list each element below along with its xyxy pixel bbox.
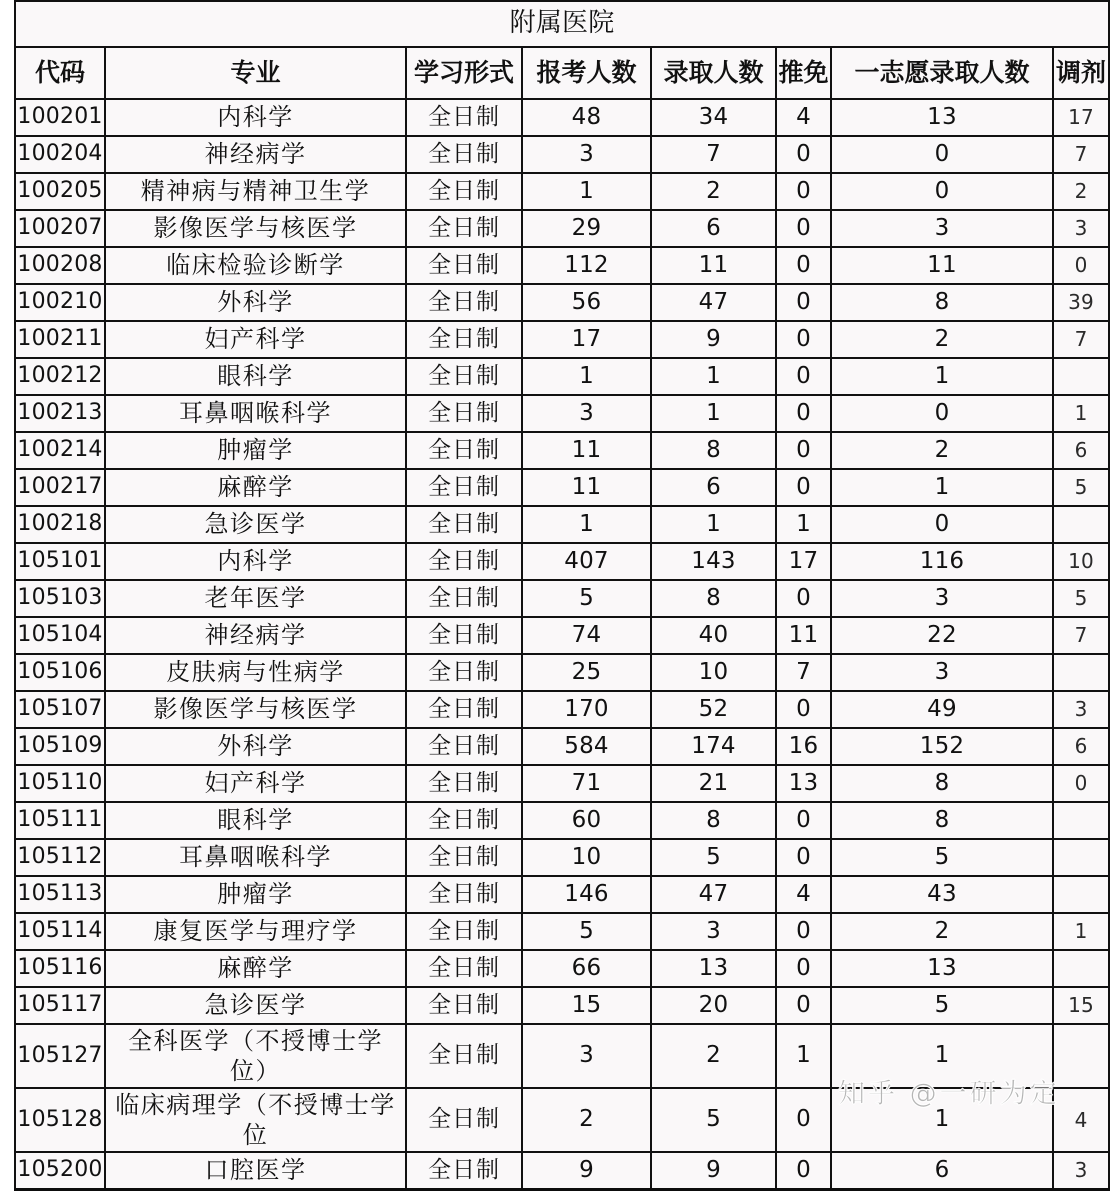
cell-code: 105116 <box>15 950 105 987</box>
cell-admitted: 40 <box>651 617 776 654</box>
cell-applicants: 66 <box>522 950 651 987</box>
cell-study-form: 全日制 <box>406 1024 522 1088</box>
table-row <box>15 728 1109 765</box>
cell-first-choice: 0 <box>831 506 1053 543</box>
cell-recommended: 0 <box>776 321 831 358</box>
cell-first-choice: 2 <box>831 432 1053 469</box>
table-row <box>15 432 1109 469</box>
cell-recommended: 0 <box>776 136 831 173</box>
table-row <box>15 876 1109 913</box>
cell-applicants: 1 <box>522 506 651 543</box>
cell-code: 105128 <box>15 1088 105 1152</box>
cell-adjusted <box>1053 358 1109 395</box>
cell-major: 神经病学 <box>105 136 406 173</box>
table-row <box>15 358 1109 395</box>
cell-study-form: 全日制 <box>406 987 522 1024</box>
cell-major: 急诊医学 <box>105 987 406 1024</box>
cell-code: 100204 <box>15 136 105 173</box>
cell-adjusted: 2 <box>1053 173 1109 210</box>
table-row <box>15 913 1109 950</box>
admissions-table <box>14 0 1110 1191</box>
cell-adjusted: 3 <box>1053 1152 1109 1190</box>
cell-applicants: 17 <box>522 321 651 358</box>
cell-admitted: 47 <box>651 284 776 321</box>
cell-study-form: 全日制 <box>406 99 522 136</box>
cell-recommended: 0 <box>776 913 831 950</box>
cell-admitted: 1 <box>651 395 776 432</box>
column-header-adjusted: 调剂 <box>1053 47 1109 99</box>
cell-code: 105109 <box>15 728 105 765</box>
cell-study-form: 全日制 <box>406 728 522 765</box>
cell-applicants: 407 <box>522 543 651 580</box>
cell-admitted: 21 <box>651 765 776 802</box>
cell-admitted: 6 <box>651 210 776 247</box>
cell-major: 临床病理学（不授博士学位 <box>105 1088 406 1152</box>
cell-recommended: 13 <box>776 765 831 802</box>
cell-major: 肿瘤学 <box>105 432 406 469</box>
cell-adjusted <box>1053 802 1109 839</box>
cell-recommended: 0 <box>776 284 831 321</box>
cell-first-choice: 0 <box>831 173 1053 210</box>
cell-adjusted <box>1053 876 1109 913</box>
cell-applicants: 60 <box>522 802 651 839</box>
column-header-recommended: 推免 <box>776 47 831 99</box>
cell-applicants: 15 <box>522 987 651 1024</box>
cell-admitted: 5 <box>651 839 776 876</box>
cell-recommended: 4 <box>776 876 831 913</box>
cell-applicants: 25 <box>522 654 651 691</box>
cell-study-form: 全日制 <box>406 173 522 210</box>
cell-study-form: 全日制 <box>406 543 522 580</box>
cell-first-choice: 152 <box>831 728 1053 765</box>
cell-first-choice: 11 <box>831 247 1053 284</box>
cell-major: 眼科学 <box>105 358 406 395</box>
cell-code: 100207 <box>15 210 105 247</box>
cell-recommended: 0 <box>776 210 831 247</box>
cell-adjusted: 0 <box>1053 247 1109 284</box>
cell-major: 耳鼻咽喉科学 <box>105 395 406 432</box>
cell-recommended: 0 <box>776 839 831 876</box>
cell-recommended: 0 <box>776 469 831 506</box>
cell-code: 105101 <box>15 543 105 580</box>
cell-first-choice: 8 <box>831 765 1053 802</box>
cell-recommended: 0 <box>776 580 831 617</box>
cell-adjusted <box>1053 950 1109 987</box>
table-row <box>15 765 1109 802</box>
cell-study-form: 全日制 <box>406 617 522 654</box>
cell-recommended: 4 <box>776 99 831 136</box>
cell-code: 100218 <box>15 506 105 543</box>
cell-adjusted: 5 <box>1053 469 1109 506</box>
title-row <box>15 1 1109 47</box>
cell-adjusted: 0 <box>1053 765 1109 802</box>
cell-first-choice: 0 <box>831 395 1053 432</box>
cell-study-form: 全日制 <box>406 284 522 321</box>
cell-applicants: 3 <box>522 395 651 432</box>
table-body <box>15 1 1109 1190</box>
cell-admitted: 1 <box>651 506 776 543</box>
cell-code: 105112 <box>15 839 105 876</box>
cell-recommended: 16 <box>776 728 831 765</box>
cell-applicants: 112 <box>522 247 651 284</box>
cell-applicants: 11 <box>522 432 651 469</box>
cell-admitted: 174 <box>651 728 776 765</box>
cell-study-form: 全日制 <box>406 358 522 395</box>
cell-admitted: 5 <box>651 1088 776 1152</box>
cell-major: 妇产科学 <box>105 765 406 802</box>
cell-study-form: 全日制 <box>406 506 522 543</box>
cell-admitted: 9 <box>651 321 776 358</box>
cell-admitted: 2 <box>651 1024 776 1088</box>
cell-study-form: 全日制 <box>406 839 522 876</box>
cell-adjusted: 4 <box>1053 1088 1109 1152</box>
cell-adjusted: 7 <box>1053 321 1109 358</box>
cell-major: 外科学 <box>105 728 406 765</box>
cell-admitted: 20 <box>651 987 776 1024</box>
table-row <box>15 580 1109 617</box>
cell-first-choice: 22 <box>831 617 1053 654</box>
cell-adjusted: 1 <box>1053 395 1109 432</box>
cell-adjusted <box>1053 839 1109 876</box>
cell-first-choice: 3 <box>831 210 1053 247</box>
cell-applicants: 11 <box>522 469 651 506</box>
cell-first-choice: 13 <box>831 99 1053 136</box>
table-row <box>15 691 1109 728</box>
cell-adjusted: 5 <box>1053 580 1109 617</box>
cell-adjusted: 3 <box>1053 691 1109 728</box>
cell-study-form: 全日制 <box>406 432 522 469</box>
cell-code: 100214 <box>15 432 105 469</box>
cell-applicants: 5 <box>522 913 651 950</box>
cell-code: 100217 <box>15 469 105 506</box>
cell-applicants: 9 <box>522 1152 651 1190</box>
cell-recommended: 0 <box>776 173 831 210</box>
table-row <box>15 802 1109 839</box>
cell-admitted: 8 <box>651 802 776 839</box>
cell-first-choice: 0 <box>831 136 1053 173</box>
cell-admitted: 9 <box>651 1152 776 1190</box>
cell-first-choice: 3 <box>831 580 1053 617</box>
table-row <box>15 321 1109 358</box>
cell-study-form: 全日制 <box>406 1152 522 1190</box>
cell-code: 105107 <box>15 691 105 728</box>
cell-code: 100213 <box>15 395 105 432</box>
cell-adjusted <box>1053 506 1109 543</box>
cell-admitted: 11 <box>651 247 776 284</box>
cell-applicants: 10 <box>522 839 651 876</box>
cell-admitted: 8 <box>651 580 776 617</box>
cell-study-form: 全日制 <box>406 654 522 691</box>
cell-study-form: 全日制 <box>406 321 522 358</box>
cell-admitted: 13 <box>651 950 776 987</box>
table-row <box>15 136 1109 173</box>
cell-admitted: 2 <box>651 173 776 210</box>
cell-recommended: 0 <box>776 987 831 1024</box>
cell-major: 急诊医学 <box>105 506 406 543</box>
cell-applicants: 146 <box>522 876 651 913</box>
cell-first-choice: 1 <box>831 1024 1053 1088</box>
cell-study-form: 全日制 <box>406 469 522 506</box>
cell-study-form: 全日制 <box>406 950 522 987</box>
cell-major: 麻醉学 <box>105 469 406 506</box>
cell-adjusted: 15 <box>1053 987 1109 1024</box>
cell-code: 100205 <box>15 173 105 210</box>
cell-major: 全科医学（不授博士学位） <box>105 1024 406 1088</box>
column-header-admitted: 录取人数 <box>651 47 776 99</box>
cell-major: 口腔医学 <box>105 1152 406 1190</box>
cell-first-choice: 2 <box>831 321 1053 358</box>
cell-study-form: 全日制 <box>406 247 522 284</box>
table-row <box>15 839 1109 876</box>
cell-study-form: 全日制 <box>406 580 522 617</box>
cell-recommended: 7 <box>776 654 831 691</box>
cell-code: 105200 <box>15 1152 105 1190</box>
cell-major: 神经病学 <box>105 617 406 654</box>
cell-major: 内科学 <box>105 99 406 136</box>
table-row <box>15 210 1109 247</box>
cell-code: 105111 <box>15 802 105 839</box>
cell-adjusted: 1 <box>1053 913 1109 950</box>
cell-admitted: 34 <box>651 99 776 136</box>
table-row <box>15 950 1109 987</box>
cell-first-choice: 5 <box>831 839 1053 876</box>
cell-study-form: 全日制 <box>406 913 522 950</box>
cell-recommended: 0 <box>776 1152 831 1190</box>
cell-code: 105103 <box>15 580 105 617</box>
watermark-text: 知乎 @一研为定 <box>838 1078 1060 1110</box>
cell-applicants: 1 <box>522 358 651 395</box>
table-row <box>15 1152 1109 1190</box>
cell-code: 105110 <box>15 765 105 802</box>
cell-major: 康复医学与理疗学 <box>105 913 406 950</box>
cell-admitted: 6 <box>651 469 776 506</box>
cell-code: 105106 <box>15 654 105 691</box>
cell-study-form: 全日制 <box>406 395 522 432</box>
cell-code: 100212 <box>15 358 105 395</box>
cell-major: 临床检验诊断学 <box>105 247 406 284</box>
cell-recommended: 0 <box>776 395 831 432</box>
cell-first-choice: 2 <box>831 913 1053 950</box>
table-row <box>15 247 1109 284</box>
cell-major: 皮肤病与性病学 <box>105 654 406 691</box>
cell-code: 105104 <box>15 617 105 654</box>
cell-applicants: 5 <box>522 580 651 617</box>
cell-applicants: 74 <box>522 617 651 654</box>
cell-major: 影像医学与核医学 <box>105 210 406 247</box>
cell-admitted: 3 <box>651 913 776 950</box>
cell-first-choice: 13 <box>831 950 1053 987</box>
cell-major: 外科学 <box>105 284 406 321</box>
cell-major: 影像医学与核医学 <box>105 691 406 728</box>
cell-applicants: 29 <box>522 210 651 247</box>
cell-first-choice: 43 <box>831 876 1053 913</box>
cell-adjusted: 7 <box>1053 136 1109 173</box>
column-header-study-form: 学习形式 <box>406 47 522 99</box>
cell-code: 105113 <box>15 876 105 913</box>
cell-admitted: 7 <box>651 136 776 173</box>
cell-code: 105127 <box>15 1024 105 1088</box>
cell-code: 105117 <box>15 987 105 1024</box>
table-row <box>15 987 1109 1024</box>
column-header-code: 代码 <box>15 47 105 99</box>
cell-first-choice: 5 <box>831 987 1053 1024</box>
cell-adjusted: 17 <box>1053 99 1109 136</box>
cell-study-form: 全日制 <box>406 136 522 173</box>
cell-recommended: 0 <box>776 802 831 839</box>
cell-major: 肿瘤学 <box>105 876 406 913</box>
cell-applicants: 48 <box>522 99 651 136</box>
table-row <box>15 99 1109 136</box>
column-header-major: 专业 <box>105 47 406 99</box>
cell-study-form: 全日制 <box>406 876 522 913</box>
cell-code: 105114 <box>15 913 105 950</box>
cell-major: 内科学 <box>105 543 406 580</box>
cell-major: 妇产科学 <box>105 321 406 358</box>
table-row <box>15 395 1109 432</box>
table-header-row <box>15 47 1109 99</box>
cell-major: 精神病与精神卫生学 <box>105 173 406 210</box>
cell-first-choice: 49 <box>831 691 1053 728</box>
table-row <box>15 173 1109 210</box>
table-row <box>15 1088 1109 1152</box>
cell-recommended: 1 <box>776 506 831 543</box>
cell-first-choice: 1 <box>831 469 1053 506</box>
cell-first-choice: 1 <box>831 358 1053 395</box>
cell-major: 麻醉学 <box>105 950 406 987</box>
cell-applicants: 2 <box>522 1088 651 1152</box>
cell-recommended: 0 <box>776 950 831 987</box>
table-row <box>15 506 1109 543</box>
cell-applicants: 3 <box>522 1024 651 1088</box>
cell-study-form: 全日制 <box>406 210 522 247</box>
cell-recommended: 0 <box>776 691 831 728</box>
column-header-first-choice: 一志愿录取人数 <box>831 47 1053 99</box>
cell-recommended: 1 <box>776 1024 831 1088</box>
table-row <box>15 284 1109 321</box>
cell-adjusted: 3 <box>1053 210 1109 247</box>
column-header-applicants: 报考人数 <box>522 47 651 99</box>
cell-adjusted <box>1053 1024 1109 1088</box>
cell-first-choice: 3 <box>831 654 1053 691</box>
cell-code: 100208 <box>15 247 105 284</box>
cell-admitted: 8 <box>651 432 776 469</box>
table-row <box>15 654 1109 691</box>
cell-first-choice: 116 <box>831 543 1053 580</box>
cell-code: 100201 <box>15 99 105 136</box>
cell-recommended: 0 <box>776 432 831 469</box>
cell-recommended: 17 <box>776 543 831 580</box>
cell-admitted: 143 <box>651 543 776 580</box>
cell-applicants: 3 <box>522 136 651 173</box>
cell-major: 耳鼻咽喉科学 <box>105 839 406 876</box>
cell-code: 100211 <box>15 321 105 358</box>
cell-code: 100210 <box>15 284 105 321</box>
cell-study-form: 全日制 <box>406 765 522 802</box>
cell-adjusted: 6 <box>1053 728 1109 765</box>
cell-recommended: 0 <box>776 358 831 395</box>
cell-applicants: 1 <box>522 173 651 210</box>
cell-first-choice: 6 <box>831 1152 1053 1190</box>
cell-major: 眼科学 <box>105 802 406 839</box>
cell-first-choice: 8 <box>831 802 1053 839</box>
cell-adjusted <box>1053 654 1109 691</box>
table-row <box>15 469 1109 506</box>
cell-study-form: 全日制 <box>406 802 522 839</box>
cell-adjusted: 10 <box>1053 543 1109 580</box>
cell-recommended: 11 <box>776 617 831 654</box>
cell-study-form: 全日制 <box>406 1088 522 1152</box>
cell-adjusted: 6 <box>1053 432 1109 469</box>
cell-recommended: 0 <box>776 1088 831 1152</box>
cell-first-choice: 8 <box>831 284 1053 321</box>
cell-applicants: 170 <box>522 691 651 728</box>
cell-admitted: 52 <box>651 691 776 728</box>
cell-study-form: 全日制 <box>406 691 522 728</box>
cell-admitted: 47 <box>651 876 776 913</box>
cell-adjusted: 7 <box>1053 617 1109 654</box>
cell-major: 老年医学 <box>105 580 406 617</box>
page-title: 附属医院 <box>15 1 1109 47</box>
cell-recommended: 0 <box>776 247 831 284</box>
table-row <box>15 543 1109 580</box>
cell-applicants: 71 <box>522 765 651 802</box>
table-row <box>15 617 1109 654</box>
table-row <box>15 1024 1109 1088</box>
cell-applicants: 584 <box>522 728 651 765</box>
cell-adjusted: 39 <box>1053 284 1109 321</box>
cell-admitted: 1 <box>651 358 776 395</box>
cell-admitted: 10 <box>651 654 776 691</box>
cell-first-choice: 1 <box>831 1088 1053 1152</box>
cell-applicants: 56 <box>522 284 651 321</box>
